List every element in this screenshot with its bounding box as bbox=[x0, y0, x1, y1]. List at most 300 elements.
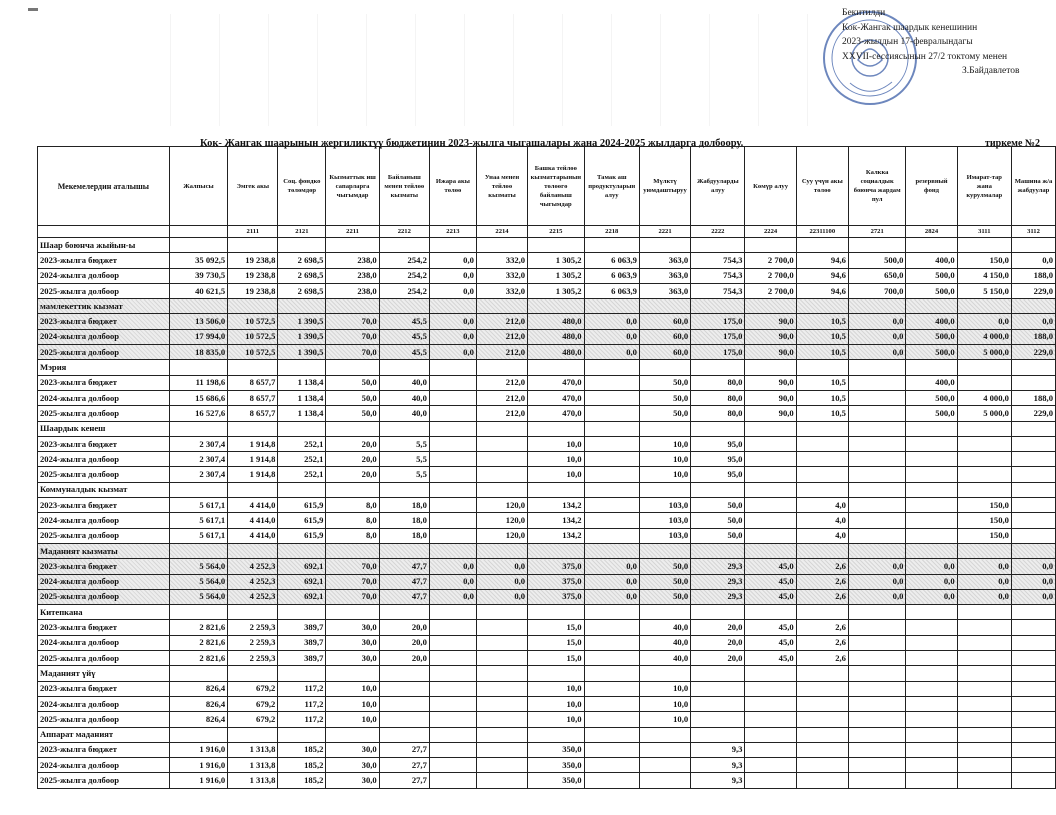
table-cell bbox=[848, 238, 905, 253]
table-cell bbox=[528, 666, 584, 681]
table-cell bbox=[848, 467, 905, 482]
table-cell bbox=[326, 727, 379, 742]
table-cell: 95,0 bbox=[691, 452, 745, 467]
table-cell bbox=[639, 238, 690, 253]
column-code bbox=[38, 226, 170, 238]
table-cell: 45,5 bbox=[379, 314, 429, 329]
table-cell: 16 527,6 bbox=[169, 406, 228, 421]
table-cell: 5 564,0 bbox=[169, 559, 228, 574]
table-cell: 4 252,3 bbox=[228, 589, 278, 604]
table-cell: 650,0 bbox=[848, 268, 905, 283]
table-code-row bbox=[38, 226, 1056, 238]
table-cell: 0,0 bbox=[957, 314, 1011, 329]
table-cell bbox=[1011, 742, 1055, 757]
table-cell bbox=[796, 742, 848, 757]
table-cell: 0,0 bbox=[429, 559, 476, 574]
table-cell bbox=[476, 758, 527, 773]
table-row bbox=[38, 390, 1056, 405]
table-cell: 1 916,0 bbox=[169, 773, 228, 788]
table-cell: 10,0 bbox=[639, 467, 690, 482]
table-cell: 5,5 bbox=[379, 452, 429, 467]
table-cell: 5 150,0 bbox=[957, 283, 1011, 298]
table-cell: 0,0 bbox=[1011, 253, 1055, 268]
table-cell: 50,0 bbox=[639, 406, 690, 421]
section-label: Шаар боюнча жыйын-ы bbox=[38, 238, 170, 253]
table-cell: 90,0 bbox=[745, 314, 796, 329]
table-cell: 2 821,6 bbox=[169, 635, 228, 650]
table-cell bbox=[1011, 238, 1055, 253]
table-cell: 10,0 bbox=[528, 696, 584, 711]
table-cell bbox=[476, 238, 527, 253]
table-cell bbox=[848, 513, 905, 528]
table-row bbox=[38, 620, 1056, 635]
table-cell: 1 914,8 bbox=[228, 436, 278, 451]
table-cell bbox=[429, 681, 476, 696]
section-label: Маданият үйү bbox=[38, 666, 170, 681]
table-cell bbox=[639, 360, 690, 375]
table-cell: 350,0 bbox=[528, 758, 584, 773]
table-cell bbox=[639, 421, 690, 436]
table-row bbox=[38, 452, 1056, 467]
table-cell bbox=[957, 681, 1011, 696]
table-cell: 0,0 bbox=[848, 329, 905, 344]
table-cell: 0,0 bbox=[957, 589, 1011, 604]
table-cell: 18,0 bbox=[379, 513, 429, 528]
table-row bbox=[38, 345, 1056, 360]
row-label: 2025-жылга долбоор bbox=[38, 589, 170, 604]
table-cell: 0,0 bbox=[429, 283, 476, 298]
table-row bbox=[38, 696, 1056, 711]
table-cell bbox=[957, 666, 1011, 681]
table-cell bbox=[169, 360, 228, 375]
table-cell: 1 914,8 bbox=[228, 467, 278, 482]
table-cell: 117,2 bbox=[278, 681, 326, 696]
table-cell: 1 390,5 bbox=[278, 314, 326, 329]
table-cell bbox=[796, 605, 848, 620]
table-cell bbox=[429, 360, 476, 375]
table-cell: 212,0 bbox=[476, 375, 527, 390]
table-cell bbox=[278, 299, 326, 314]
table-cell: 8 657,7 bbox=[228, 390, 278, 405]
table-cell: 40,0 bbox=[379, 375, 429, 390]
column-header: Соц. фондко төлөмдөр bbox=[278, 147, 326, 226]
table-cell bbox=[848, 696, 905, 711]
table-cell: 175,0 bbox=[691, 314, 745, 329]
table-cell bbox=[476, 452, 527, 467]
table-cell bbox=[379, 482, 429, 497]
table-cell: 254,2 bbox=[379, 283, 429, 298]
table-cell bbox=[476, 635, 527, 650]
table-cell: 212,0 bbox=[476, 345, 527, 360]
row-label: 2024-жылга долбоор bbox=[38, 268, 170, 283]
section-row bbox=[38, 238, 1056, 253]
section-label: Коммуналдык кызмат bbox=[38, 482, 170, 497]
table-cell: 5 617,1 bbox=[169, 498, 228, 513]
table-cell: 754,3 bbox=[691, 253, 745, 268]
column-header: Ижара акы төлөө bbox=[429, 147, 476, 226]
table-cell bbox=[906, 528, 957, 543]
table-cell bbox=[906, 712, 957, 727]
table-cell: 1 916,0 bbox=[169, 742, 228, 757]
table-cell bbox=[1011, 758, 1055, 773]
table-cell bbox=[476, 681, 527, 696]
table-cell: 8,0 bbox=[326, 528, 379, 543]
table-cell: 2 259,3 bbox=[228, 651, 278, 666]
table-cell bbox=[691, 421, 745, 436]
row-label: 2025-жылга долбоор bbox=[38, 773, 170, 788]
row-label: 2025-жылга долбоор bbox=[38, 712, 170, 727]
column-header: Мүлктү уюмдаштыруу bbox=[639, 147, 690, 226]
table-cell bbox=[476, 712, 527, 727]
table-cell: 350,0 bbox=[528, 742, 584, 757]
table-cell: 90,0 bbox=[745, 375, 796, 390]
table-cell: 5 564,0 bbox=[169, 574, 228, 589]
table-cell: 1 305,2 bbox=[528, 253, 584, 268]
table-cell bbox=[906, 666, 957, 681]
table-cell bbox=[906, 696, 957, 711]
table-cell: 35 092,5 bbox=[169, 253, 228, 268]
table-cell: 350,0 bbox=[528, 773, 584, 788]
column-header: Унаа менен тейлөө кызматы bbox=[476, 147, 527, 226]
table-cell bbox=[745, 758, 796, 773]
table-cell bbox=[584, 635, 639, 650]
table-cell bbox=[957, 299, 1011, 314]
table-row bbox=[38, 375, 1056, 390]
table-row bbox=[38, 513, 1056, 528]
table-cell bbox=[957, 421, 1011, 436]
table-cell bbox=[169, 238, 228, 253]
table-cell bbox=[848, 681, 905, 696]
column-header: Көмүр алуу bbox=[745, 147, 796, 226]
table-cell bbox=[906, 436, 957, 451]
table-cell bbox=[228, 605, 278, 620]
table-cell: 0,0 bbox=[957, 559, 1011, 574]
table-cell bbox=[906, 758, 957, 773]
table-cell bbox=[848, 360, 905, 375]
table-cell bbox=[476, 299, 527, 314]
table-cell bbox=[429, 406, 476, 421]
row-label: 2025-жылга долбоор bbox=[38, 283, 170, 298]
table-cell: 0,0 bbox=[1011, 559, 1055, 574]
table-cell bbox=[957, 696, 1011, 711]
table-cell: 363,0 bbox=[639, 283, 690, 298]
table-cell bbox=[584, 436, 639, 451]
table-row bbox=[38, 436, 1056, 451]
table-cell: 20,0 bbox=[691, 635, 745, 650]
table-cell: 0,0 bbox=[429, 314, 476, 329]
table-cell bbox=[476, 360, 527, 375]
table-cell bbox=[429, 482, 476, 497]
table-cell: 19 238,8 bbox=[228, 268, 278, 283]
table-cell bbox=[745, 543, 796, 558]
table-cell: 0,0 bbox=[584, 559, 639, 574]
table-cell bbox=[906, 651, 957, 666]
table-cell bbox=[906, 482, 957, 497]
table-cell: 70,0 bbox=[326, 345, 379, 360]
table-cell bbox=[691, 360, 745, 375]
table-cell: 20,0 bbox=[326, 452, 379, 467]
table-cell bbox=[906, 452, 957, 467]
table-cell: 8 657,7 bbox=[228, 406, 278, 421]
table-cell bbox=[745, 727, 796, 742]
row-label: 2025-жылга долбоор bbox=[38, 345, 170, 360]
table-cell bbox=[1011, 528, 1055, 543]
table-cell: 9,3 bbox=[691, 773, 745, 788]
table-cell bbox=[1011, 498, 1055, 513]
table-cell: 363,0 bbox=[639, 268, 690, 283]
table-cell: 1 390,5 bbox=[278, 329, 326, 344]
table-cell bbox=[957, 605, 1011, 620]
table-cell: 2 700,0 bbox=[745, 268, 796, 283]
table-cell: 480,0 bbox=[528, 314, 584, 329]
table-cell bbox=[745, 681, 796, 696]
table-row bbox=[38, 467, 1056, 482]
table-cell bbox=[429, 452, 476, 467]
table-cell: 45,0 bbox=[745, 589, 796, 604]
table-cell bbox=[584, 543, 639, 558]
table-cell: 15,0 bbox=[528, 620, 584, 635]
table-cell: 389,7 bbox=[278, 620, 326, 635]
table-cell: 10,0 bbox=[326, 696, 379, 711]
table-cell: 150,0 bbox=[957, 528, 1011, 543]
table-cell bbox=[584, 696, 639, 711]
column-header: Суу үчүн акы төлөө bbox=[796, 147, 848, 226]
table-cell: 0,0 bbox=[848, 574, 905, 589]
table-cell: 2 700,0 bbox=[745, 283, 796, 298]
table-cell: 0,0 bbox=[848, 314, 905, 329]
table-cell bbox=[584, 742, 639, 757]
section-row bbox=[38, 299, 1056, 314]
table-cell bbox=[429, 390, 476, 405]
table-cell bbox=[476, 742, 527, 757]
table-cell: 0,0 bbox=[1011, 574, 1055, 589]
table-cell bbox=[639, 666, 690, 681]
table-cell: 45,0 bbox=[745, 620, 796, 635]
table-cell bbox=[691, 712, 745, 727]
table-cell bbox=[745, 299, 796, 314]
table-cell bbox=[639, 482, 690, 497]
table-cell bbox=[796, 543, 848, 558]
table-cell: 120,0 bbox=[476, 498, 527, 513]
table-cell bbox=[957, 742, 1011, 757]
table-cell: 6 063,9 bbox=[584, 283, 639, 298]
table-cell bbox=[429, 773, 476, 788]
table-cell bbox=[796, 299, 848, 314]
table-cell: 2 307,4 bbox=[169, 436, 228, 451]
table-cell: 40,0 bbox=[639, 635, 690, 650]
table-cell bbox=[584, 666, 639, 681]
table-cell bbox=[584, 498, 639, 513]
table-cell: 185,2 bbox=[278, 742, 326, 757]
table-cell bbox=[848, 482, 905, 497]
table-row bbox=[38, 253, 1056, 268]
table-cell: 70,0 bbox=[326, 574, 379, 589]
table-cell: 10,0 bbox=[639, 436, 690, 451]
table-cell bbox=[745, 360, 796, 375]
table-cell bbox=[584, 238, 639, 253]
table-cell: 103,0 bbox=[639, 498, 690, 513]
column-code: 22311100 bbox=[796, 226, 848, 238]
approval-block bbox=[842, 6, 1056, 79]
table-cell bbox=[957, 773, 1011, 788]
table-cell: 18,0 bbox=[379, 498, 429, 513]
table-cell bbox=[1011, 452, 1055, 467]
table-cell bbox=[848, 406, 905, 421]
table-cell bbox=[848, 620, 905, 635]
table-cell bbox=[476, 666, 527, 681]
table-cell bbox=[528, 543, 584, 558]
table-cell: 70,0 bbox=[326, 329, 379, 344]
table-cell: 229,0 bbox=[1011, 283, 1055, 298]
table-cell: 9,3 bbox=[691, 742, 745, 757]
table-cell: 500,0 bbox=[906, 283, 957, 298]
table-cell: 175,0 bbox=[691, 329, 745, 344]
table-cell: 1 916,0 bbox=[169, 758, 228, 773]
table-cell: 47,7 bbox=[379, 559, 429, 574]
table-cell bbox=[326, 238, 379, 253]
table-cell bbox=[639, 742, 690, 757]
table-cell: 13 506,0 bbox=[169, 314, 228, 329]
table-cell: 175,0 bbox=[691, 345, 745, 360]
table-cell: 500,0 bbox=[906, 345, 957, 360]
table-cell bbox=[1011, 436, 1055, 451]
table-header-row bbox=[38, 147, 1056, 226]
table-cell bbox=[639, 605, 690, 620]
table-cell: 120,0 bbox=[476, 513, 527, 528]
table-cell bbox=[476, 696, 527, 711]
column-header: Башка тейлөө кызматтарынын төлөөгө байланыш чыгымдар bbox=[528, 147, 584, 226]
table-row bbox=[38, 742, 1056, 757]
table-cell: 4,0 bbox=[796, 513, 848, 528]
table-cell: 2 821,6 bbox=[169, 620, 228, 635]
table-cell bbox=[169, 605, 228, 620]
table-cell bbox=[957, 360, 1011, 375]
table-cell: 700,0 bbox=[848, 283, 905, 298]
table-cell: 10,0 bbox=[326, 712, 379, 727]
table-cell: 238,0 bbox=[326, 253, 379, 268]
table-cell bbox=[848, 498, 905, 513]
table-cell: 15 686,6 bbox=[169, 390, 228, 405]
table-cell: 60,0 bbox=[639, 345, 690, 360]
table-cell: 50,0 bbox=[639, 574, 690, 589]
table-cell bbox=[429, 666, 476, 681]
table-cell bbox=[584, 681, 639, 696]
row-label: 2023-жылга бюджет bbox=[38, 742, 170, 757]
table-cell: 615,9 bbox=[278, 498, 326, 513]
table-cell: 332,0 bbox=[476, 268, 527, 283]
table-cell bbox=[691, 681, 745, 696]
table-cell bbox=[429, 651, 476, 666]
table-cell bbox=[379, 605, 429, 620]
table-cell bbox=[528, 238, 584, 253]
table-cell: 15,0 bbox=[528, 635, 584, 650]
table-cell bbox=[957, 467, 1011, 482]
table-cell bbox=[745, 696, 796, 711]
table-cell: 1 305,2 bbox=[528, 283, 584, 298]
table-cell: 692,1 bbox=[278, 574, 326, 589]
column-code: 2721 bbox=[848, 226, 905, 238]
table-cell bbox=[476, 727, 527, 742]
table-cell: 10,0 bbox=[639, 681, 690, 696]
table-cell bbox=[326, 299, 379, 314]
table-cell bbox=[957, 375, 1011, 390]
table-cell bbox=[957, 452, 1011, 467]
table-cell: 50,0 bbox=[326, 390, 379, 405]
table-cell bbox=[584, 375, 639, 390]
row-label: 2023-жылга бюджет bbox=[38, 375, 170, 390]
table-cell: 4 252,3 bbox=[228, 559, 278, 574]
table-cell bbox=[1011, 651, 1055, 666]
table-cell: 150,0 bbox=[957, 253, 1011, 268]
table-cell bbox=[379, 727, 429, 742]
table-cell: 90,0 bbox=[745, 390, 796, 405]
table-cell: 500,0 bbox=[906, 268, 957, 283]
table-cell: 20,0 bbox=[326, 436, 379, 451]
table-cell bbox=[169, 482, 228, 497]
table-cell bbox=[476, 620, 527, 635]
table-cell: 2,6 bbox=[796, 635, 848, 650]
table-row bbox=[38, 574, 1056, 589]
table-cell bbox=[278, 238, 326, 253]
table-cell: 10,0 bbox=[528, 712, 584, 727]
table-cell: 5,5 bbox=[379, 436, 429, 451]
table-cell: 30,0 bbox=[326, 620, 379, 635]
table-cell: 45,0 bbox=[745, 559, 796, 574]
table-cell: 1 138,4 bbox=[278, 390, 326, 405]
table-cell: 10,0 bbox=[639, 452, 690, 467]
table-cell bbox=[528, 421, 584, 436]
table-cell bbox=[848, 390, 905, 405]
table-cell bbox=[848, 742, 905, 757]
table-cell bbox=[1011, 727, 1055, 742]
table-cell: 4 414,0 bbox=[228, 498, 278, 513]
row-label: 2024-жылга долбоор bbox=[38, 574, 170, 589]
table-cell: 50,0 bbox=[326, 406, 379, 421]
table-cell: 70,0 bbox=[326, 559, 379, 574]
table-cell bbox=[796, 758, 848, 773]
table-cell: 400,0 bbox=[906, 375, 957, 390]
table-cell bbox=[326, 360, 379, 375]
table-cell bbox=[906, 635, 957, 650]
table-cell bbox=[429, 238, 476, 253]
table-cell: 252,1 bbox=[278, 452, 326, 467]
table-cell bbox=[1011, 513, 1055, 528]
table-cell: 0,0 bbox=[906, 589, 957, 604]
table-cell bbox=[1011, 360, 1055, 375]
table-cell bbox=[906, 681, 957, 696]
column-code: 3111 bbox=[957, 226, 1011, 238]
table-cell: 60,0 bbox=[639, 314, 690, 329]
table-cell bbox=[848, 651, 905, 666]
table-cell bbox=[1011, 773, 1055, 788]
table-cell bbox=[848, 375, 905, 390]
table-cell: 20,0 bbox=[379, 635, 429, 650]
table-cell bbox=[584, 513, 639, 528]
column-header: Жалпысы bbox=[169, 147, 228, 226]
table-cell: 50,0 bbox=[639, 559, 690, 574]
table-cell bbox=[228, 543, 278, 558]
table-cell: 19 238,8 bbox=[228, 253, 278, 268]
table-cell bbox=[429, 498, 476, 513]
table-cell: 1 313,8 bbox=[228, 742, 278, 757]
table-cell: 10 572,5 bbox=[228, 329, 278, 344]
table-cell bbox=[584, 620, 639, 635]
row-label: 2024-жылга долбоор bbox=[38, 329, 170, 344]
table-cell: 0,0 bbox=[584, 345, 639, 360]
table-cell: 0,0 bbox=[848, 589, 905, 604]
table-cell: 500,0 bbox=[906, 390, 957, 405]
row-label: 2025-жылга долбоор bbox=[38, 467, 170, 482]
